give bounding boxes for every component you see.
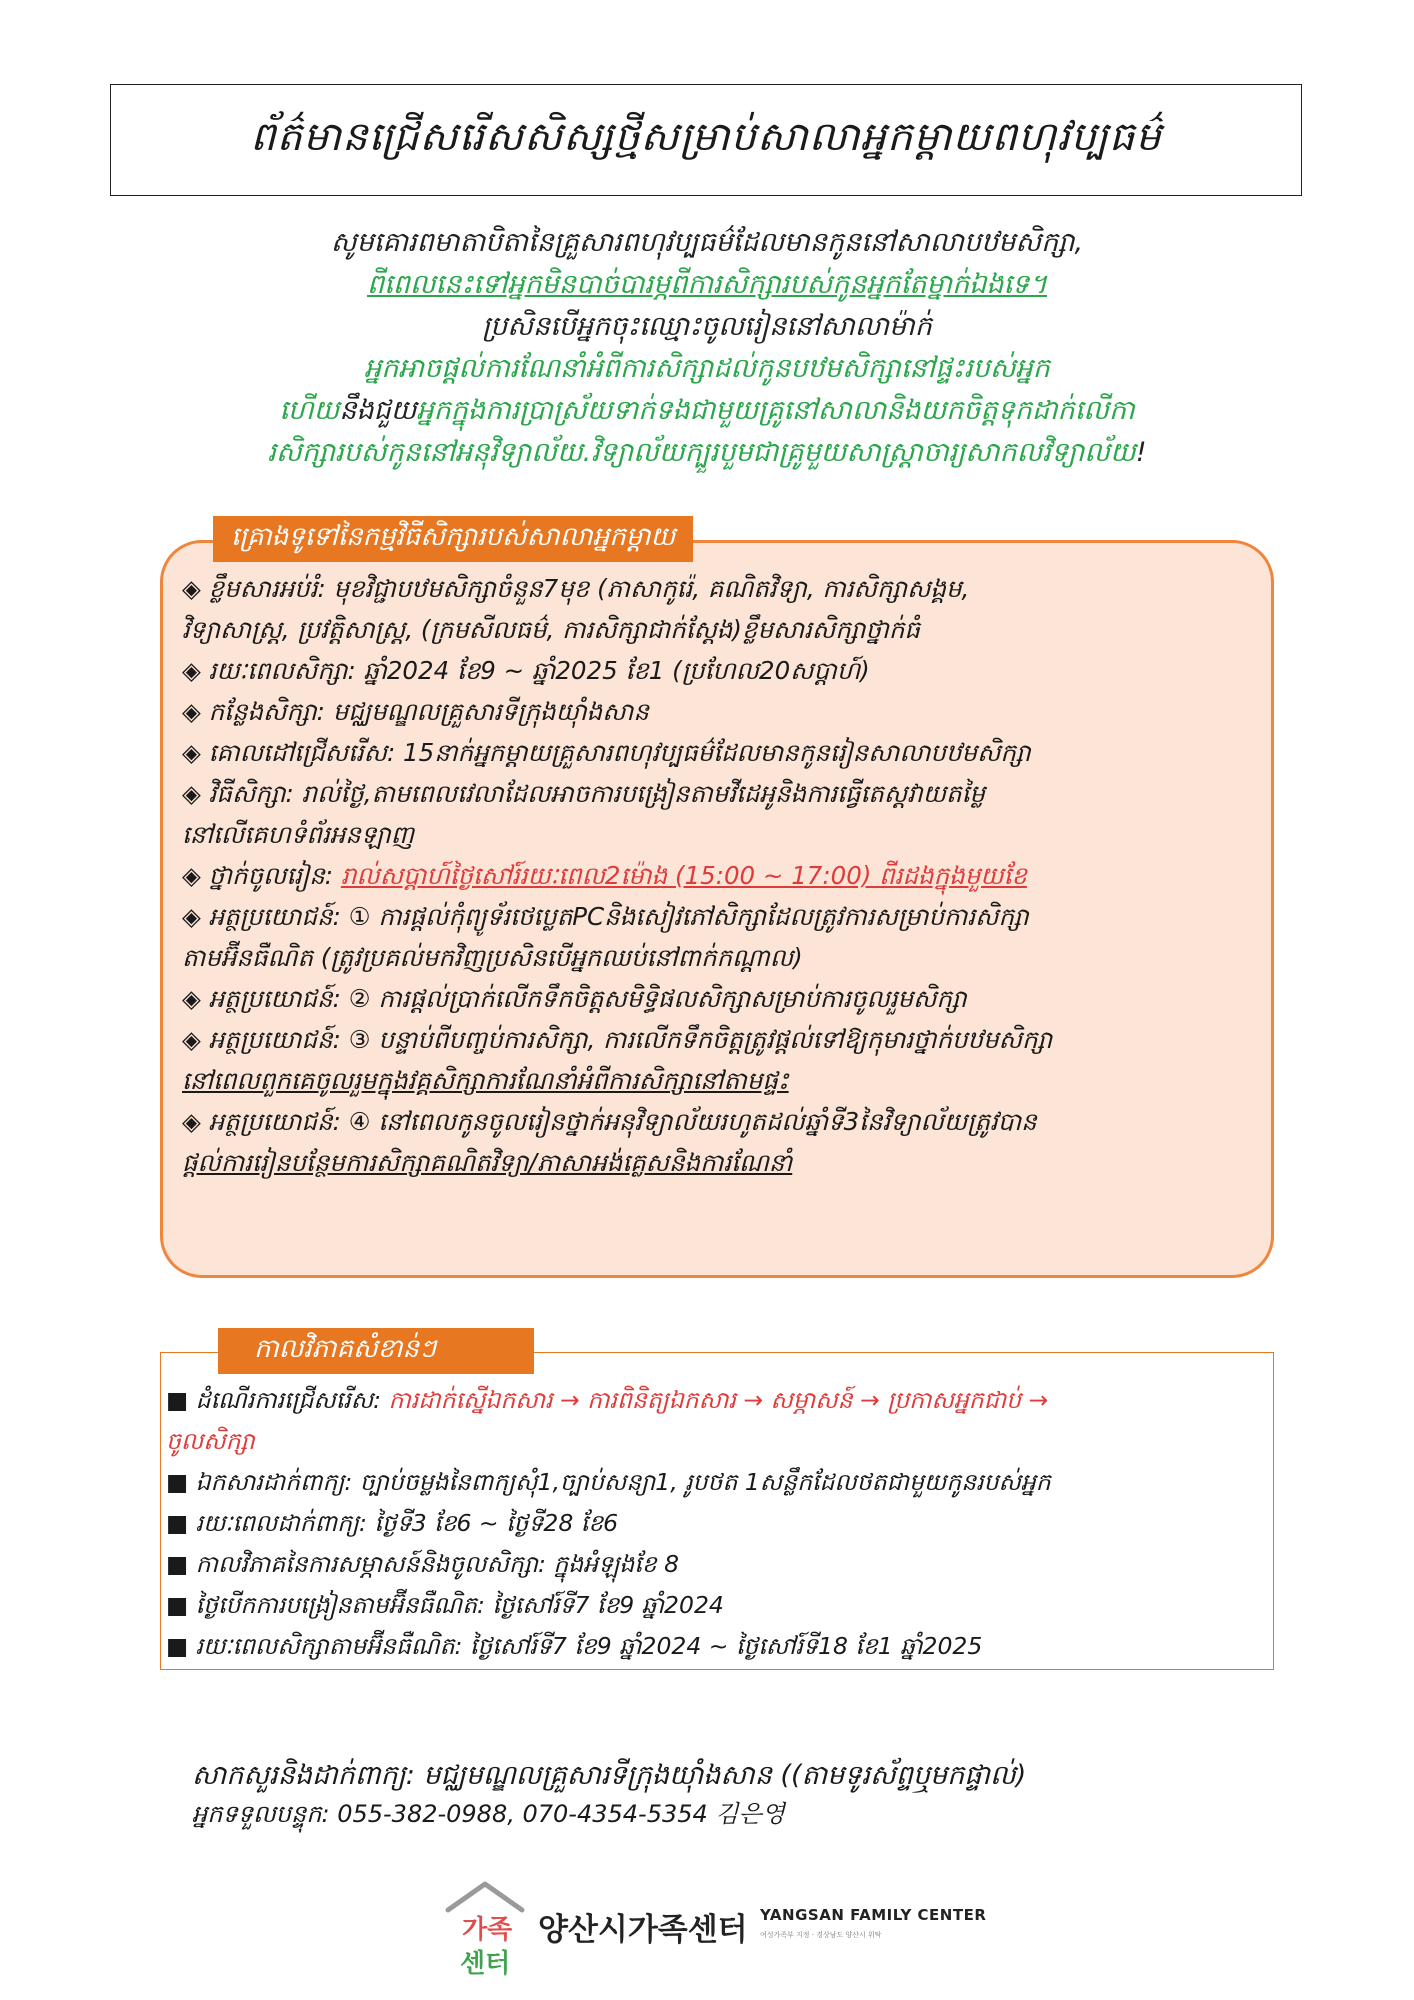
schedule-item-interview: ■ កាលវិភាគនៃការសម្ភាសន៍និងចូលសិក្សា: ក្នុងអំឡុងខែ 8 — [166, 1550, 680, 1578]
program-item-benefit-1: ◈ អត្ថប្រយោជន៍: ① ការផ្តល់កុំព្យូទ័រថេប្លេតPCនិងសៀវភៅសិក្សាដែលត្រូវការសម្រាប់ការសិក្សា — [182, 902, 1029, 931]
page-title: ព័ត៌មានជ្រើសរើសសិស្សថ្មីសម្រាប់សាលាអ្នកម្ដាយពហុវប្បធម៌ — [250, 113, 1162, 160]
intro-line-5-a: ហើយ — [279, 395, 340, 426]
program-item-period: ◈ រយៈពេលសិក្សា: ឆ្នាំ2024 ខែ9 ~ ឆ្នាំ2025 ខែ1 (ប្រហែល20សប្តាហ៍) — [182, 656, 870, 685]
schedule-item-process-label: ■ ដំណើរការជ្រើសរើស: — [166, 1386, 389, 1414]
family-center-logo-icon — [440, 1880, 530, 1980]
intro-line-6-a: រសិក្សារបស់កូននៅអនុវិទ្យាល័យ.វិទ្យាល័យក្បួរបួមជាគ្រូមួយសាស្ត្រាចារ្យសាកលវិទ្យាល័យ — [267, 437, 1136, 468]
program-item-method-cont: នៅលើគេហទំព័រអនឡាញ — [182, 820, 415, 849]
program-overview-tab: គ្រោងទូទៅនៃកម្មវិធីសិក្សារបស់សាលាអ្នកម្ដាយ — [213, 516, 693, 562]
center-name-korean: 양산시가족센터 — [538, 1912, 748, 1948]
schedule-item-application-period: ■ រយៈពេលដាក់ពាក្យ: ថ្ងៃទី3 ខែ6 ~ ថ្ងៃទី28 ខែ6 — [166, 1509, 619, 1537]
center-subtitle: 여성가족부 지정 · 경상남도 양산시 위탁 — [760, 1931, 882, 1939]
contact-block — [192, 1756, 1292, 1832]
schedule-item-process-value: ការដាក់ស្នើឯកសារ → ការពិនិត្យឯកសារ → សម្ភាសន៍ → ប្រកាសអ្នកជាប់ → — [388, 1386, 1049, 1414]
schedule-item-process — [166, 1380, 1266, 1421]
footer-logo — [440, 1880, 1000, 1980]
program-item-class — [182, 855, 1257, 896]
program-item-benefit-3: ◈ អត្ថប្រយោជន៍: ③ បន្ទាប់ពីបញ្ចប់ការសិក្សា, ការលើកទឹកចិត្តត្រូវផ្តល់ទៅឱ្យកុមារថ្នាក់បឋមសិក្សា — [182, 1025, 1053, 1054]
program-item-target: ◈ គោលដៅជ្រើសរើស: 15នាក់អ្នកម្តាយគ្រួសារពហុវប្បធម៌ដែលមានកូនរៀនសាលាបឋមសិក្សា — [182, 738, 1031, 767]
center-name-english: YANGSAN FAMILY CENTER — [760, 1906, 987, 1924]
intro-line-3: ប្រសិនបើអ្នកចុះឈ្មោះចូលរៀននៅសាលាម៉ាក់ — [482, 311, 932, 342]
contact-person: អ្នកទទួលបន្ទុក: 055-382-0988, 070-4354-5354 김은영 — [192, 1800, 785, 1828]
intro-block — [150, 222, 1264, 474]
logo-text-top: 가족 — [462, 1915, 513, 1945]
program-item-content: ◈ ខ្លឹមសារអប់រំ: មុខវិជ្ជាបឋមសិក្សាចំនួន7មុខ (ភាសាកូរ៉េ, គណិតវិទ្យា, ការសិក្សាសង្គម, — [182, 574, 970, 603]
contact-inquiry: សាកសួរនិងដាក់ពាក្យ: មជ្ឈមណ្ឌលគ្រួសារទីក្រុងយ៉ាំងសាន ((តាមទូរស័ព្ទឬមកផ្ទាល់) — [192, 1760, 1027, 1791]
program-item-class-value: រាល់សប្តាហ៍ថ្ងៃសៅរ៍រយៈពេល2ម៉ោង (15:00 ~ 17:00) ពីរដងក្នុងមួយខែ — [340, 861, 1027, 890]
schedule-item-process-cont: ចូលសិក្សា — [166, 1427, 255, 1455]
intro-line-5 — [150, 390, 1264, 432]
intro-line-1: សូមគោរពមាតាបិតានៃគ្រួសារពហុវប្បធម៌ដែលមានកូននៅសាលាបឋមសិក្សា, — [330, 227, 1084, 258]
program-item-method: ◈ វិធីសិក្សា: រាល់ថ្ងៃ,តាមពេលវេលាដែលអាចការបង្រៀនតាមវីដេអូនិងការធ្វើតេស្តវាយតម្លៃ — [182, 779, 985, 808]
intro-line-6-b: ! — [1135, 437, 1147, 468]
schedule-item-documents: ■ ឯកសារដាក់ពាក្យ: ច្បាប់ចម្លងនៃពាក្យសុំ1,ច្បាប់សន្យា1, រូបថត 1សន្លឹកដែលថតជាមួយកូនរបស់អ្នក — [166, 1468, 1051, 1496]
program-item-content-cont: វិទ្យាសាស្ត្រ, ប្រវត្តិសាស្ត្រ, (ក្រមសីលធម៌, ការសិក្សាជាក់ស្តែង)ខ្លឹមសារសិក្សាថ្នាក់ធំ — [182, 615, 920, 644]
program-item-benefit-4-cont: ផ្តល់ការរៀនបន្ថែមការសិក្សាគណិតវិទ្យា/ភាសាអង់គ្លេសនិងការណែនាំ — [182, 1148, 793, 1177]
program-item-benefit-3-cont: នៅពេលពួកគេចូលរួមក្នុងវគ្គសិក្សាការណែនាំអំពីការសិក្សានៅតាមផ្ទះ — [182, 1066, 789, 1095]
schedule-list — [166, 1380, 1266, 1667]
schedule-item-opening-day: ■ ថ្ងៃបើកការបង្រៀនតាមអ៊ីនធឺណិត: ថ្ងៃសៅរ៍ទី7 ខែ9 ឆ្នាំ2024 — [166, 1591, 724, 1619]
logo-text-bottom: 센터 — [460, 1949, 511, 1979]
intro-line-4: អ្នកអាចផ្តល់ការណែនាំអំពីការសិក្សាដល់កូនបឋមសិក្សានៅផ្ទះរបស់អ្នក — [364, 353, 1050, 384]
intro-line-5-c: អ្នកក្នុងការប្រាស្រ័យទាក់ទងជាមួយគ្រូនៅសាលានិងយកចិត្តទុកដាក់លើកា — [416, 395, 1135, 426]
intro-line-2: ពីពេលនេះទៅអ្នកមិនបាច់បារម្ភពីការសិក្សារបស់កូនអ្នកតែម្នាក់ឯងទេ។ — [366, 269, 1047, 300]
program-item-place: ◈ កន្លែងសិក្សា: មជ្ឈមណ្ឌលគ្រួសារទីក្រុងយ៉ាំងសាន — [182, 697, 649, 726]
intro-line-5-b: នឹងជួយ — [339, 395, 417, 426]
schedule-item-study-period: ■ រយៈពេលសិក្សាតាមអ៊ីនធឺណិត: ថ្ងៃសៅរ៍ទី7 ខែ9 ឆ្នាំ2024 ~ ថ្ងៃសៅរ៍ទី18 ខែ1 ឆ្នាំ2025 — [166, 1632, 983, 1660]
program-overview-list — [182, 568, 1257, 1183]
title-box — [110, 84, 1302, 196]
intro-line-6 — [150, 432, 1264, 474]
program-item-benefit-1-cont: តាមអ៊ីនធឺណិត (ត្រូវប្រគល់មកវិញប្រសិនបើអ្នកឈប់នៅពាក់កណ្តាល) — [182, 943, 803, 972]
schedule-tab: កាលវិភាគសំខាន់ៗ — [218, 1328, 534, 1374]
program-item-class-label: ◈ ថ្នាក់ចូលរៀន: — [182, 861, 341, 890]
program-item-benefit-2: ◈ អត្ថប្រយោជន៍: ② ការផ្តល់ប្រាក់លើកទឹកចិត្តសមិទ្ធិផលសិក្សាសម្រាប់ការចូលរួមសិក្សា — [182, 984, 967, 1013]
program-item-benefit-4: ◈ អត្ថប្រយោជន៍: ④ នៅពេលកូនចូលរៀនថ្នាក់អនុវិទ្យាល័យរហូតដល់ឆ្នាំទី3នៃវិទ្យាល័យត្រូវបាន — [182, 1107, 1037, 1136]
